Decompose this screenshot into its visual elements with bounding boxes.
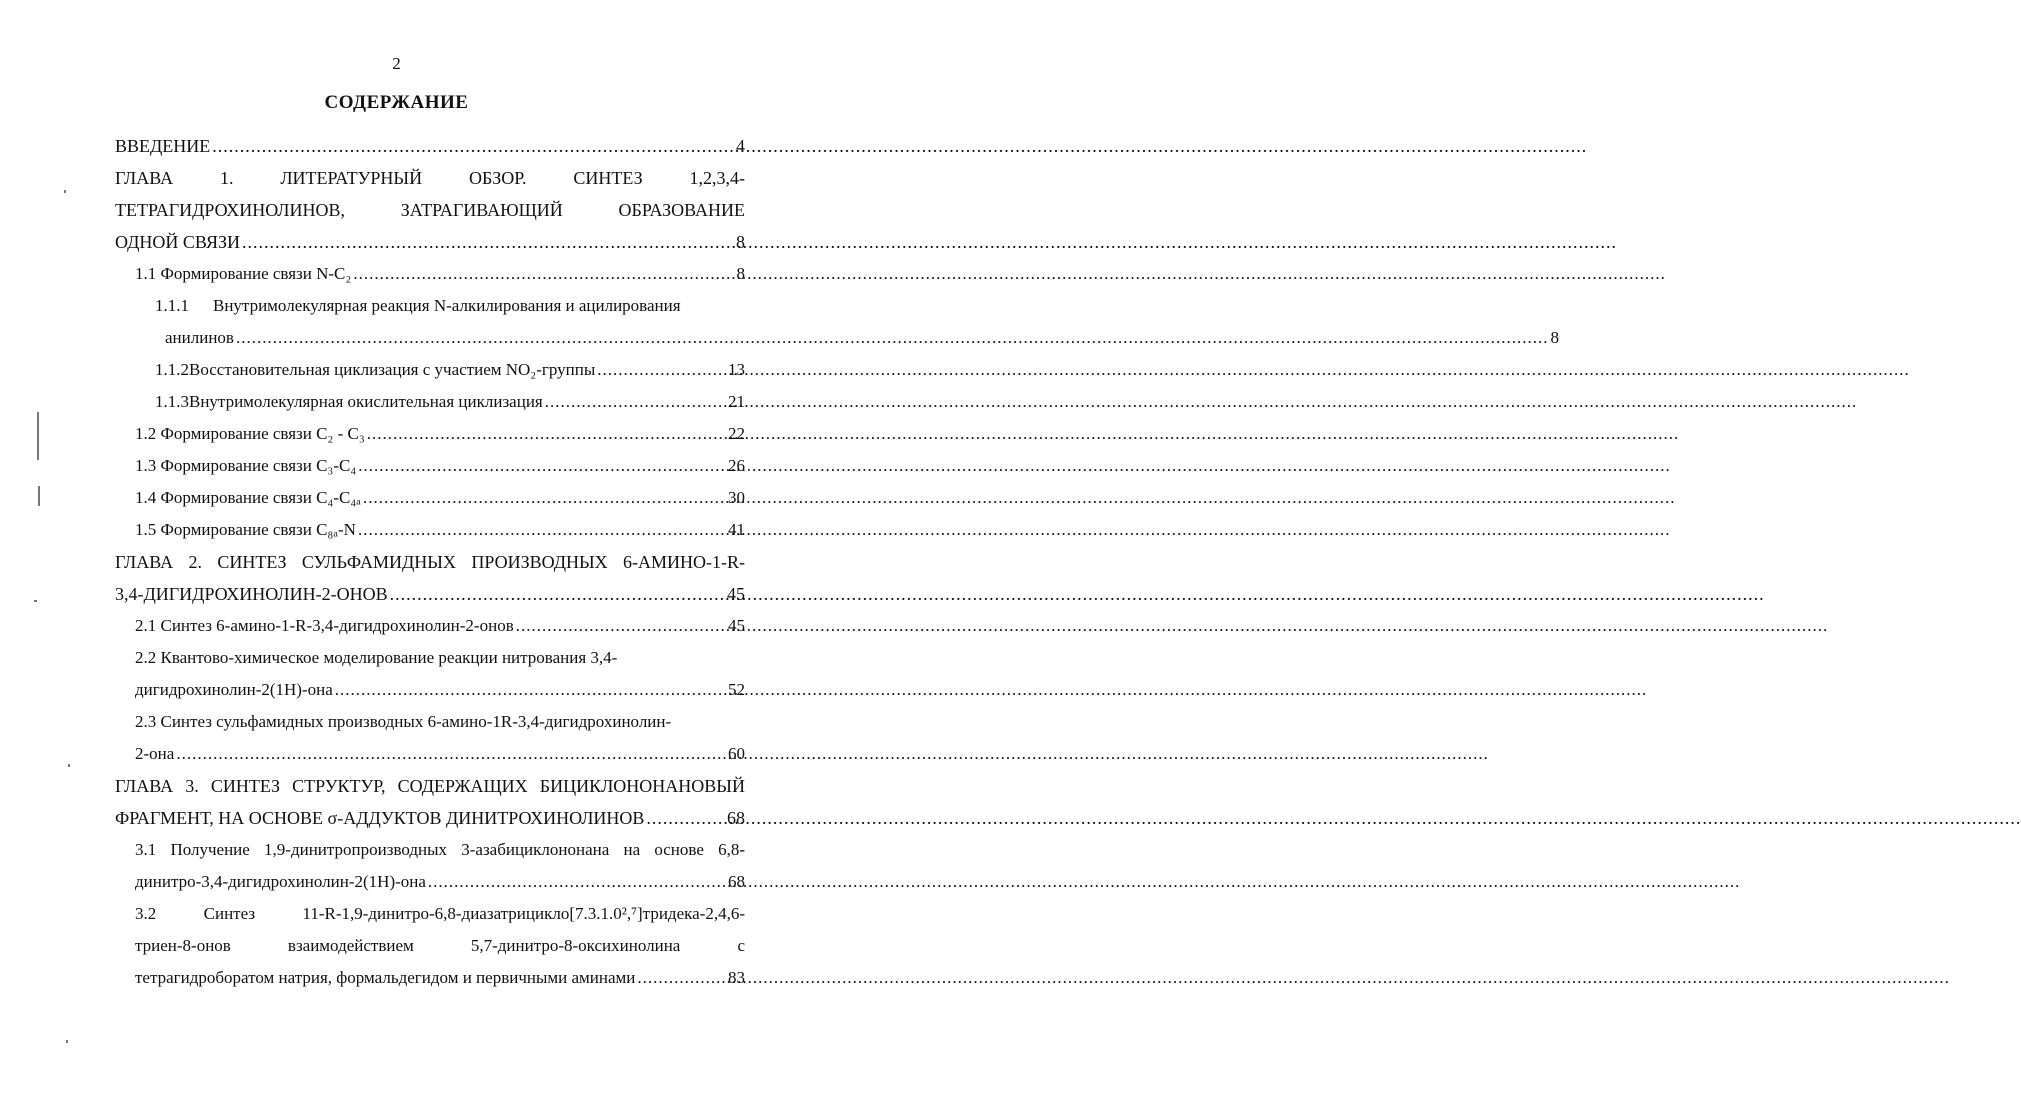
toc-entry-chapter-2[interactable]: ГЛАВА 2. СИНТЕЗ СУЛЬФАМИДНЫХ ПРОИЗВОДНЫХ 6-АМИНО-1-R- 3,4-ДИГИДРОХИНОЛИН-2-ОНОВ ..... 45 <box>115 546 745 610</box>
toc-entry-1-2[interactable]: 1.2 Формирование связи C₂ - C₃ ..... 22 <box>115 418 745 450</box>
toc-entry-1-3[interactable]: 1.3 Формирование связи C₃-C₄ ..... 26 <box>115 450 745 482</box>
toc-entry-1-1-1[interactable]: 1.1.1 Внутримолекулярная реакция N-алкилирования и ацилирования анилинов..... 8 <box>115 290 745 354</box>
toc-entry-introduction[interactable]: ВВЕДЕНИЕ ..... 4 <box>115 130 745 162</box>
toc-entry-1-1-3[interactable]: 1.1.3 Внутримолекулярная окислительная циклизация ..... 21 <box>115 386 745 418</box>
toc-entry-chapter-1[interactable]: ГЛАВА 1. ЛИТЕРАТУРНЫЙ ОБЗОР. СИНТЕЗ 1,2,3,4- ТЕТРАГИДРОХИНОЛИНОВ, ЗАТРАГИВАЮЩИЙ ОБРАЗОВАНИЕ ОДНОЙ СВЯЗИ ..... 8 <box>115 162 745 258</box>
scan-mark <box>37 412 39 460</box>
scan-mark <box>38 486 40 506</box>
scan-mark <box>64 190 66 193</box>
scan-mark <box>34 600 37 602</box>
toc-entry-1-5[interactable]: 1.5 Формирование связи C₈ₐ-N ..... 41 <box>115 514 745 546</box>
toc-entry-1-4[interactable]: 1.4 Формирование связи C₄-C₄ₐ ..... 30 <box>115 482 745 514</box>
toc-entry-2-3[interactable]: 2.3 Синтез сульфамидных производных 6-амино-1R-3,4-дигидрохинолин- 2-она ..... 60 <box>115 706 745 770</box>
toc-title: СОДЕРЖАНИЕ <box>324 92 469 113</box>
toc-entry-3-2[interactable]: 3.2 Синтез 11-R-1,9-динитро-6,8-диазатрицикло[7.3.1.0²,⁷]тридека-2,4,6- триен-8-онов взаимодействием 5,7-динитро-8-оксихинолина с тетрагидроборатом натрия, формальдегидом и первичными аминами ..... 83 <box>115 898 745 994</box>
table-of-contents <box>115 130 1559 994</box>
page-number: 2 <box>392 54 401 73</box>
scan-mark <box>66 1040 68 1043</box>
toc-entry-2-1[interactable]: 2.1 Синтез 6-амино-1-R-3,4-дигидрохинолин-2-онов ..... 45 <box>115 610 745 642</box>
toc-entry-2-2[interactable]: 2.2 Квантово-химическое моделирование реакции нитрования 3,4- дигидрохинолин-2(1H)-она ..... 52 <box>115 642 745 706</box>
toc-entry-1-1-2[interactable]: 1.1.2 Восстановительная циклизация с участием NO₂-группы ..... 13 <box>115 354 745 386</box>
toc-entry-1-1[interactable]: 1.1 Формирование связи N-C₂ ..... 8 <box>115 258 745 290</box>
toc-entry-3-1[interactable]: 3.1 Получение 1,9-динитропроизводных 3-азабициклононана на основе 6,8- динитро-3,4-дигидрохинолин-2(1H)-она ..... 68 <box>115 834 745 898</box>
scan-mark <box>68 764 70 767</box>
toc-entry-chapter-3[interactable]: ГЛАВА 3. СИНТЕЗ СТРУКТУР, СОДЕРЖАЩИХ БИЦИКЛОНОНАНОВЫЙ ФРАГМЕНТ, НА ОСНОВЕ σ-АДДУКТОВ ДИНИТРОХИНОЛИНОВ ..... 68 <box>115 770 745 834</box>
